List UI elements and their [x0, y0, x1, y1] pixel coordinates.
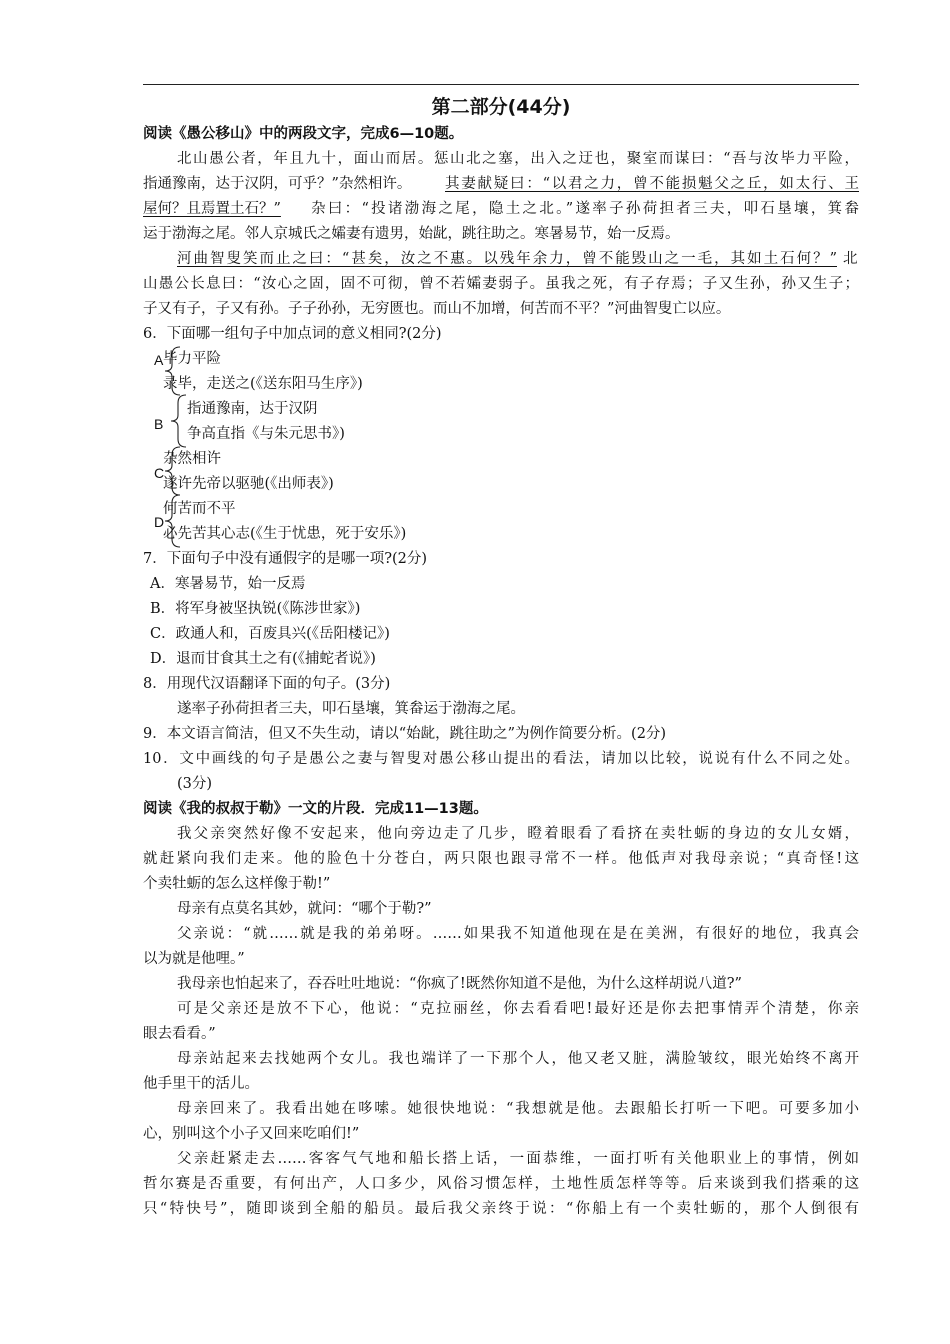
p1-line-1: 北山愚公者，年且九十，面山而居。惩山北之塞，出入之迂也，聚室而谋曰：“吾与汝毕力平险， — [177, 151, 859, 167]
p4-line-1: 母亲有点莫名其妙，就问：“哪个于勒?” — [177, 901, 432, 917]
q7-stem: 7．下面句子中没有通假字的是哪一项?(2分) — [143, 551, 428, 567]
p2-line-1-end: 北 — [843, 251, 858, 267]
q6-stem: 6．下面哪一组句子中加点词的意义相同?(2分) — [143, 326, 442, 342]
q6-label-b: B — [154, 416, 164, 432]
q10-points: (3分) — [177, 776, 213, 792]
p1-line-4: 运于渤海之尾。邻人京城氏之孀妻有遗男，始龀，跳往助之。寒暑易节，始一反焉。 — [143, 226, 680, 242]
q7-option-b: B．将军身被坚执锐(《陈涉世家》) — [150, 601, 361, 617]
p1-underlined-1: 其妻献疑曰：“以君之力，曾不能损魁父之丘，如太行、王 — [445, 176, 859, 192]
q9-stem: 9．本文语言简洁，但又不失生动，请以“始龀，跳往助之”为例作简要分析。(2分) — [143, 726, 667, 742]
p1-underlined-2: 屋何？且焉置土石？” — [143, 201, 281, 217]
q7-option-d: D．退而甘食其土之有(《捕蛇者说》) — [150, 651, 376, 667]
p2-line-3: 子又有子，子又有孙。子子孙孙，无穷匮也。而山不加增，何苦而不平？”河曲智叟亡以应。 — [143, 301, 731, 317]
q6-d-2: 必先苦其心志(《生于忧患，死于安乐》) — [163, 526, 407, 542]
q6-label-a: A — [154, 352, 164, 368]
p8-line-2: 他手里干的活儿。 — [143, 1076, 259, 1092]
q6-b-1: 指通豫南，达于汉阴 — [187, 401, 318, 417]
p5-line-1: 父亲说：“就……就是我的弟弟呀。……如果我不知道他现在是在美洲，有很好的地位，我真会 — [177, 926, 859, 942]
p2-line-2: 山愚公长息曰：“汝心之固，固不可彻，曾不若孀妻弱子。虽我之死，有子存焉；子又生孙，孙又生子； — [143, 276, 859, 292]
q6-a-1: 毕力平险 — [163, 351, 221, 367]
p10-line-1: 父亲赶紧走去……客客气气地和船长搭上话，一面恭维，一面打听有关他职业上的事情，例如 — [177, 1151, 859, 1167]
p5-line-2: 以为就是他哩。” — [143, 951, 245, 967]
q6-d-1: 何苦而不平 — [163, 501, 236, 517]
p7-line-2: 眼去看看。” — [143, 1026, 216, 1042]
q6-label-d: D — [154, 514, 165, 530]
section2-heading: 阅读《我的叔叔于勒》一文的片段．完成11—13题。 — [143, 801, 488, 817]
p6-line-1: 我母亲也怕起来了，吞吞吐吐地说：“你疯了!既然你知道不是他，为什么这样胡说八道?” — [177, 976, 742, 992]
p8-line-1: 母亲站起来去找她两个女儿。我也端详了一下那个人，他又老又脏，满脸皱纹，眼光始终不离开 — [177, 1051, 859, 1067]
p3-line-1: 我父亲突然好像不安起来，他向旁边走了几步，瞪着眼看了看挤在卖牡蛎的身边的女儿女婿， — [177, 826, 859, 842]
q8-stem: 8．用现代汉语翻译下面的句子。(3分) — [143, 676, 391, 692]
q6-c-2: 遂许先帝以驱驰(《出师表》) — [163, 476, 334, 492]
p10-line-2: 哲尔赛是否重要，有何出产，人口多少，风俗习惯怎样，土地性质怎样等等。后来谈到我们搭乘的这 — [143, 1176, 859, 1192]
section-title: 第二部分(44分) — [431, 96, 571, 118]
q10-stem: 10．文中画线的句子是愚公之妻与智叟对愚公移山提出的看法，请加以比较，说说有什么不同之处。 — [143, 751, 859, 767]
q7-option-a: A．寒暑易节，始一反焉 — [150, 576, 306, 592]
header-rule — [143, 84, 859, 85]
p3-line-3: 个卖牡蛎的怎么这样像于勒!” — [143, 876, 331, 892]
p3-line-2: 就赶紧向我们走来。他的脸色十分苍白，两只限也跟寻常不一样。他低声对我母亲说；“真奇怪!这 — [143, 851, 859, 867]
q6-a-2: 录毕，走送之(《送东阳马生序》) — [163, 376, 363, 392]
p1-line-3: 杂曰：“投诸渤海之尾，隐土之北。”遂率子孙荷担者三夫，叩石垦壤，箕畚 — [311, 201, 859, 217]
p10-line-3: 只“特快号”，随即谈到全船的船员。最后我父亲终于说：“你船上有一个卖牡蛎的，那个人倒很有 — [143, 1201, 859, 1217]
p9-line-2: 心，别叫这个小子又回来吃咱们!” — [143, 1126, 360, 1142]
q6-b-2: 争高直指《与朱元思书》) — [187, 426, 345, 442]
p7-line-1: 可是父亲还是放不下心，他说：“克拉丽丝，你去看看吧!最好还是你去把事情弄个清楚，你亲 — [177, 1001, 859, 1017]
q7-option-c: C．政通人和，百废具兴(《岳阳楼记》) — [150, 626, 390, 642]
p1-line-2a: 指通豫南，达于汉阴，可乎？”杂然相许。 — [143, 176, 412, 192]
p2-underlined: 河曲智叟笑而止之曰：“甚矣，汝之不惠。以残年余力，曾不能毁山之一毛，其如土石何？” — [177, 251, 837, 267]
p9-line-1: 母亲回来了。我看出她在哆嗦。她很快地说：“我想就是他。去跟船长打听一下吧。可要多加小 — [177, 1101, 859, 1117]
q8-sentence: 遂率子孙荷担者三夫，叩石垦壤，箕畚运于渤海之尾。 — [177, 701, 525, 717]
q6-label-c: C — [154, 465, 165, 481]
section1-heading: 阅读《愚公移山》中的两段文字，完成6—10题。 — [143, 126, 464, 142]
q6-c-1: 杂然相许 — [163, 451, 221, 467]
